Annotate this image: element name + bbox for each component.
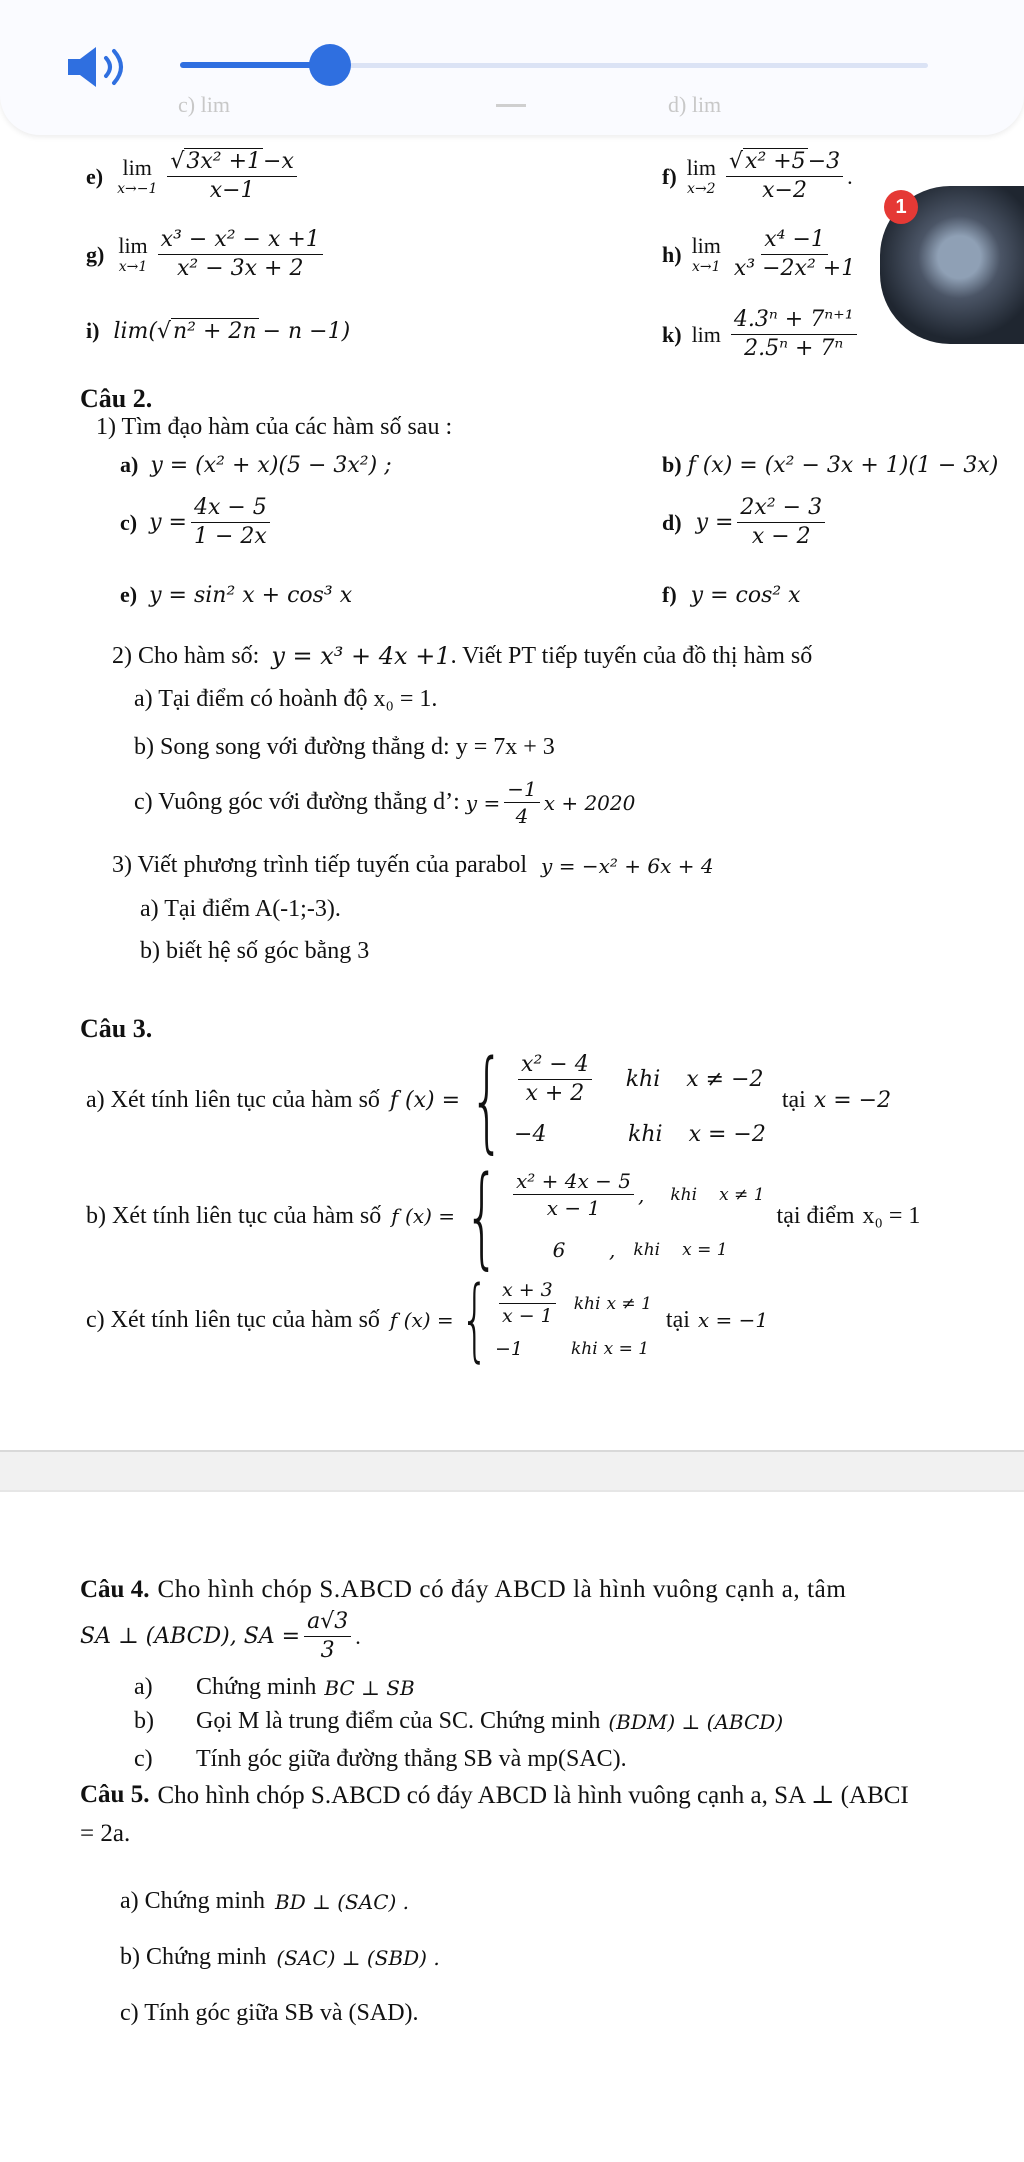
notification-badge[interactable]: 1 bbox=[884, 190, 918, 224]
q2-p2-b: . Viết PT tiếp tuyến của đồ thị hàm số bbox=[450, 642, 813, 669]
q3-a-khi1: khi bbox=[625, 1067, 661, 1093]
q4-item-b-label: b) bbox=[134, 1708, 154, 1734]
q3-b-num: x² + 4x − 5 bbox=[513, 1170, 634, 1195]
audio-progress-knob[interactable] bbox=[309, 44, 351, 86]
q4-item-c-label: c) bbox=[134, 1746, 153, 1772]
deriv-d-label: d) bbox=[662, 509, 682, 535]
deriv-a bbox=[120, 452, 392, 478]
deriv-e-label: e) bbox=[120, 582, 138, 607]
speaker-icon[interactable] bbox=[62, 44, 132, 90]
q4-line2 bbox=[80, 1610, 361, 1663]
q4-item-c-text: Tính góc giữa đường thẳng SB và mp(SAC). bbox=[196, 1746, 627, 1772]
q2-p3-fn: y = −x² + 6x + 4 bbox=[541, 853, 714, 878]
q3-c-khi2: khi bbox=[570, 1338, 598, 1359]
q2-p3 bbox=[112, 852, 714, 879]
deriv-a-expr: y = (x² + x)(5 − 3x²) ; bbox=[150, 452, 392, 478]
lim-word-k: lim bbox=[691, 321, 721, 347]
q5-item-a-text: a) Chứng minh bbox=[120, 1888, 265, 1914]
q3-a-at: tại bbox=[781, 1086, 806, 1113]
q4-item-b bbox=[134, 1708, 783, 1735]
den-f: x−2 bbox=[762, 178, 807, 204]
q5-line1 bbox=[80, 1780, 909, 1810]
q2-p2-c-den: 4 bbox=[515, 804, 529, 828]
q3-b-comma: , bbox=[638, 1182, 645, 1207]
q3-a-khi2: khi bbox=[628, 1122, 663, 1148]
q3-a-point: x = −2 bbox=[813, 1087, 892, 1113]
limit-i: i) lim( √n² + 2n − n −1) bbox=[86, 318, 351, 344]
q3-c-num: x + 3 bbox=[499, 1280, 556, 1304]
q3-b bbox=[86, 1152, 921, 1280]
label-g: g) bbox=[86, 241, 105, 267]
q4-heading: Câu 4. bbox=[80, 1576, 150, 1603]
q2-heading: Câu 2. bbox=[80, 384, 153, 413]
label-e: e) bbox=[86, 163, 104, 189]
q5-line1-text: Cho hình chóp S.ABCD có đáy ABCD là hình vuông cạnh a, SA ⊥ (ABCI bbox=[157, 1782, 909, 1809]
q5-item-b-text: b) Chứng minh bbox=[120, 1944, 267, 1970]
q2-p1: 1) Tìm đạo hàm của các hàm số sau : bbox=[96, 414, 453, 440]
tail-f: . bbox=[847, 163, 853, 189]
q5-line2: = 2a. bbox=[80, 1820, 131, 1847]
q2-p3-item-a: a) Tại điểm A(-1;-3). bbox=[140, 896, 341, 922]
q3-a-num: x² − 4 bbox=[518, 1053, 592, 1080]
q3-c-case2: x = 1 bbox=[603, 1338, 650, 1359]
deriv-d bbox=[662, 496, 829, 549]
q4-line2-a: SA ⊥ (ABCD), SA = bbox=[80, 1624, 301, 1650]
q4-item-c bbox=[134, 1746, 627, 1773]
deriv-f bbox=[662, 582, 801, 608]
q3-b-khi1: khi bbox=[670, 1184, 698, 1205]
q3-a-val2: −4 bbox=[514, 1122, 547, 1148]
q2-p2-c-num: −1 bbox=[504, 778, 539, 803]
deriv-d-num: 2x² − 3 bbox=[737, 496, 825, 523]
q3-a-case2: x = −2 bbox=[688, 1122, 766, 1148]
num-rad-e: 3x² +1 bbox=[186, 149, 262, 174]
q3-c-point: x = −1 bbox=[697, 1308, 769, 1332]
q2-p2-item-a: a) Tại điểm có hoành độ x₀ = 1. bbox=[134, 686, 438, 712]
deriv-b bbox=[662, 452, 998, 478]
q4-item-b-text: Gọi M là trung điểm của SC. Chứng minh bbox=[196, 1708, 601, 1734]
expr-i-a: lim( bbox=[113, 318, 157, 344]
label-i: i) bbox=[86, 318, 100, 343]
num-h: x⁴ −1 bbox=[761, 228, 828, 255]
deriv-b-expr: f (x) = (x² − 3x + 1)(1 − 3x) bbox=[687, 452, 999, 478]
expr-i-b: − n −1) bbox=[262, 318, 351, 344]
q4-item-b-math: (BDM) ⊥ (ABCD) bbox=[608, 1709, 784, 1734]
q5-item-a bbox=[120, 1888, 409, 1915]
label-h: h) bbox=[662, 241, 682, 267]
rad-i: n² + 2n bbox=[173, 318, 257, 344]
q2-p2 bbox=[112, 642, 812, 670]
deriv-c-den: 1 − 2x bbox=[193, 524, 267, 550]
deriv-f-expr: y = cos² x bbox=[690, 582, 801, 608]
q2-p3-item-b: b) biết hệ số góc bằng 3 bbox=[140, 938, 370, 964]
label-k: k) bbox=[662, 321, 682, 347]
q3-a bbox=[86, 1036, 892, 1164]
deriv-e bbox=[120, 582, 352, 608]
q3-a-text: a) Xét tính liên tục của hàm số bbox=[86, 1086, 380, 1113]
deriv-c bbox=[120, 496, 274, 549]
q2-p2-fn: y = x³ + 4x +1 bbox=[271, 642, 451, 670]
q2-p3-text: 3) Viết phương trình tiếp tuyến của parabol bbox=[112, 852, 528, 878]
q5-item-b-math: (SAC) ⊥ (SBD) . bbox=[276, 1945, 440, 1970]
audio-player-bar bbox=[0, 0, 1024, 135]
lim-sub-h: x→1 bbox=[691, 259, 721, 276]
q3-b-text: b) Xét tính liên tục của hàm số bbox=[86, 1202, 382, 1229]
lim-word-g: lim bbox=[118, 233, 148, 259]
lim-sub-e: x→−1 bbox=[117, 181, 158, 198]
deriv-d-den: x − 2 bbox=[751, 524, 811, 550]
q4-line1 bbox=[80, 1576, 846, 1604]
faded-item-c: c) lim bbox=[178, 92, 230, 117]
q4-line2-den: 3 bbox=[320, 1638, 335, 1664]
q3-heading: Câu 3. bbox=[80, 1014, 153, 1043]
q5-item-b bbox=[120, 1944, 440, 1971]
den-h: x³ −2x² +1 bbox=[733, 256, 856, 282]
q4-line2-tail: . bbox=[355, 1623, 361, 1649]
q3-c-den: x − 1 bbox=[501, 1305, 553, 1328]
q3-b-khi2: khi bbox=[633, 1239, 661, 1260]
q3-a-brace: { bbox=[469, 1036, 505, 1164]
q3-c-f: f (x) = bbox=[389, 1308, 454, 1332]
num-rest-f: −3 bbox=[807, 149, 841, 174]
q4-line1-text: Cho hình chóp S.ABCD có đáy ABCD là hình vuông cạnh a, tâm bbox=[157, 1576, 847, 1603]
q2-p2-c-lhs: y = bbox=[465, 790, 501, 815]
den-e: x−1 bbox=[209, 178, 255, 204]
q4-item-a-label: a) bbox=[134, 1674, 153, 1700]
q3-a-f: f (x) = bbox=[389, 1087, 461, 1113]
q3-c-text: c) Xét tính liên tục của hàm số bbox=[86, 1306, 380, 1333]
faded-dash bbox=[496, 104, 526, 107]
q3-b-at: tại điểm bbox=[776, 1202, 855, 1229]
deriv-f-label: f) bbox=[662, 582, 677, 607]
deriv-c-label: c) bbox=[120, 509, 138, 535]
q5-item-a-math: BD ⊥ (SAC) . bbox=[275, 1889, 410, 1914]
num-rad-f: x² +5 bbox=[745, 149, 806, 174]
audio-progress-fill bbox=[180, 62, 330, 68]
deriv-b-label: b) bbox=[662, 452, 682, 477]
q5-item-c: c) Tính góc giữa SB và (SAD). bbox=[120, 2000, 419, 2026]
lim-sub-f: x→2 bbox=[687, 181, 716, 198]
num-k: 4.3ⁿ + 7ⁿ⁺¹ bbox=[731, 308, 857, 335]
den-g: x² − 3x + 2 bbox=[177, 256, 304, 282]
q3-b-case1: x ≠ 1 bbox=[719, 1184, 765, 1205]
page-divider bbox=[0, 1450, 1024, 1492]
q2-p2-item-c bbox=[134, 778, 635, 827]
den-k: 2.5ⁿ + 7ⁿ bbox=[744, 336, 844, 362]
deriv-d-lhs: y = bbox=[695, 510, 734, 536]
lim-word-h: lim bbox=[691, 233, 721, 259]
q3-c-khi1: khi bbox=[573, 1293, 601, 1314]
q2-p2-a: 2) Cho hàm số: bbox=[112, 642, 260, 669]
q3-c-brace: { bbox=[459, 1267, 489, 1372]
q3-c bbox=[86, 1267, 769, 1372]
q2-p2-c-rest: x + 2020 bbox=[543, 790, 636, 815]
q2-p2-c-text: c) Vuông góc với đường thẳng d’: bbox=[134, 789, 460, 815]
deriv-c-lhs: y = bbox=[149, 510, 187, 536]
q3-a-den: x + 2 bbox=[525, 1081, 585, 1107]
q5-heading: Câu 5. bbox=[80, 1781, 150, 1808]
q3-b-brace: { bbox=[464, 1152, 500, 1280]
q4-item-a-text: Chứng minh bbox=[196, 1674, 317, 1700]
limit-h bbox=[662, 228, 862, 281]
q3-b-sep2: , bbox=[609, 1237, 616, 1262]
num-g: x³ − x² − x +1 bbox=[158, 228, 323, 255]
deriv-e-expr: y = sin² x + cos³ x bbox=[149, 582, 353, 608]
q3-c-case1: x ≠ 1 bbox=[606, 1293, 652, 1314]
lim-word-e: lim bbox=[122, 155, 152, 181]
q3-b-f: f (x) = bbox=[391, 1204, 456, 1228]
q4-item-a-math: BC ⊥ SB bbox=[324, 1675, 415, 1700]
limit-g bbox=[86, 228, 327, 281]
lim-sub-g: x→1 bbox=[118, 259, 148, 276]
deriv-c-num: 4x − 5 bbox=[191, 496, 270, 523]
limit-k bbox=[662, 308, 861, 361]
q3-b-den: x − 1 bbox=[546, 1196, 601, 1221]
num-rest-e: −x bbox=[263, 149, 294, 174]
lim-word-f: lim bbox=[686, 155, 716, 181]
q3-b-val2: 6 bbox=[552, 1237, 566, 1262]
q3-a-case1: x ≠ −2 bbox=[686, 1067, 764, 1093]
label-f: f) bbox=[662, 163, 677, 189]
q3-c-val2: −1 bbox=[494, 1337, 523, 1360]
q4-line2-num: a√3 bbox=[304, 1610, 351, 1637]
deriv-a-label: a) bbox=[120, 452, 139, 477]
q3-b-case2: x = 1 bbox=[682, 1239, 728, 1260]
q4-item-a bbox=[134, 1674, 415, 1701]
faded-item-d: d) lim bbox=[668, 92, 722, 117]
limit-f: f) lim x→2 $\frac{\text{√x² +5−3}}{x-2}$ . bbox=[662, 149, 853, 204]
limit-e: e) lim x→−1 $\frac{\text{√3x² +1−x}}{x-1}$ bbox=[86, 150, 301, 203]
q3-c-at: tại bbox=[665, 1306, 690, 1333]
q3-b-point: x₀ = 1 bbox=[862, 1202, 921, 1229]
q2-p2-item-b: b) Song song với đường thẳng d: y = 7x + 3 bbox=[134, 734, 555, 760]
